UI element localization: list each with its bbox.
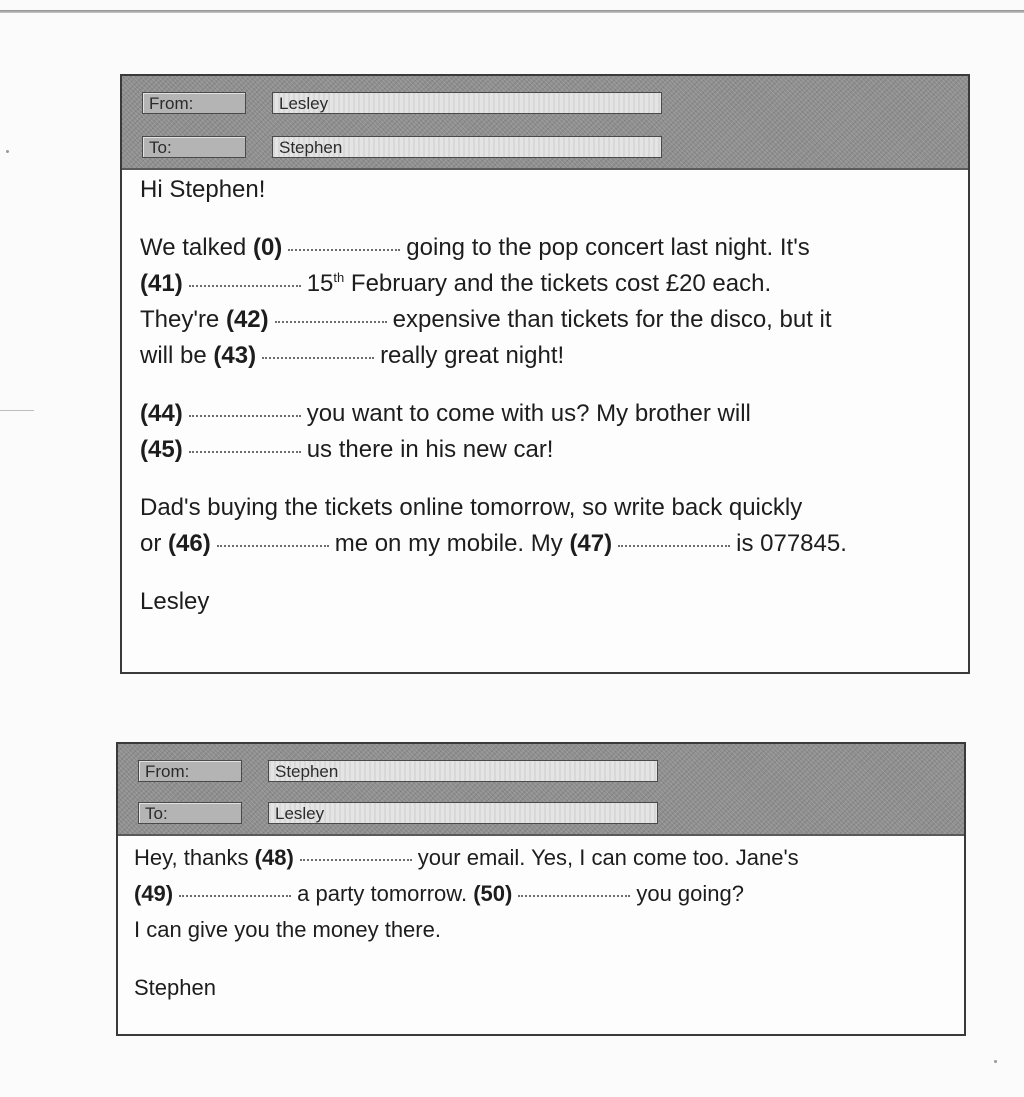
text-segment: going to the pop concert last night. It's — [406, 234, 810, 261]
text-line — [140, 266, 960, 302]
text-segment: expensive than tickets for the disco, but it — [392, 306, 832, 333]
from-label: From: — [138, 760, 242, 782]
answer-blank-48[interactable] — [300, 857, 412, 861]
gap-number: (0) — [252, 234, 283, 261]
to-label: To: — [138, 802, 242, 824]
text-line — [140, 302, 960, 338]
answer-blank-46[interactable] — [217, 543, 329, 547]
date-suffix: th — [333, 270, 345, 285]
gap-number: (42) — [225, 306, 269, 333]
to-field: Lesley — [268, 802, 658, 824]
scan-dot — [6, 150, 9, 153]
email-body — [134, 840, 954, 1006]
scan-dot — [994, 1060, 997, 1063]
greeting: Hi Stephen! — [140, 176, 266, 203]
text-segment: We talked — [140, 234, 247, 261]
email-header — [118, 744, 964, 836]
text-line: I can give you the money there. — [134, 917, 441, 942]
email-body — [140, 172, 960, 620]
answer-blank-43[interactable] — [262, 355, 374, 359]
gap-number: (44) — [140, 400, 183, 427]
from-field: Lesley — [272, 92, 662, 114]
from-field: Stephen — [268, 760, 658, 782]
gap-number: (46) — [168, 530, 211, 557]
text-line — [140, 526, 960, 562]
text-segment: will be — [140, 342, 207, 369]
from-row — [118, 758, 964, 786]
answer-blank-0[interactable] — [288, 247, 400, 251]
gap-number: (43) — [213, 342, 257, 369]
page-top-rule — [0, 10, 1024, 13]
gap-number: (45) — [140, 436, 183, 463]
text-segment: us there in his new car! — [306, 436, 554, 463]
text-segment: your email. Yes, I can come too. Jane's — [417, 845, 799, 870]
date-day: 15 — [306, 270, 334, 297]
text-line — [140, 432, 960, 468]
text-line — [140, 338, 960, 374]
text-segment: you want to come with us? My brother will — [306, 400, 751, 427]
scan-speck — [0, 410, 34, 411]
text-segment: or — [140, 530, 162, 557]
text-segment: me on my mobile. My — [334, 530, 563, 557]
text-line — [140, 396, 960, 432]
to-row — [122, 134, 968, 162]
text-segment: you going? — [636, 881, 744, 906]
gap-number: (49) — [134, 881, 174, 906]
from-label: From: — [142, 92, 246, 114]
email-stephen-to-lesley — [116, 742, 966, 1036]
answer-blank-45[interactable] — [189, 449, 301, 453]
text-segment: is 077845. — [736, 530, 847, 557]
gap-number: (47) — [569, 530, 613, 557]
answer-blank-42[interactable] — [275, 319, 387, 323]
to-label: To: — [142, 136, 246, 158]
answer-blank-41[interactable] — [189, 283, 301, 287]
answer-blank-50[interactable] — [518, 893, 630, 897]
email-lesley-to-stephen — [120, 74, 970, 674]
text-line — [134, 876, 954, 912]
text-line: Dad's buying the tickets online tomorrow, so write back quickly — [140, 494, 803, 521]
gap-number: (41) — [140, 270, 183, 297]
signature: Lesley — [140, 588, 210, 615]
text-segment: They're — [140, 306, 220, 333]
answer-blank-49[interactable] — [179, 893, 291, 897]
gap-number: (50) — [473, 881, 513, 906]
text-line — [140, 230, 960, 266]
signature: Stephen — [134, 975, 216, 1000]
text-segment: February and the tickets cost £20 each. — [350, 270, 772, 297]
text-segment: a party tomorrow. — [297, 881, 468, 906]
email-header — [122, 76, 968, 170]
to-row — [118, 800, 964, 828]
text-segment: really great night! — [380, 342, 565, 369]
answer-blank-44[interactable] — [189, 413, 301, 417]
text-segment: Hey, thanks — [134, 845, 249, 870]
answer-blank-47[interactable] — [618, 543, 730, 547]
gap-number: (48) — [254, 845, 294, 870]
text-line — [134, 840, 954, 876]
to-field: Stephen — [272, 136, 662, 158]
from-row — [122, 90, 968, 118]
